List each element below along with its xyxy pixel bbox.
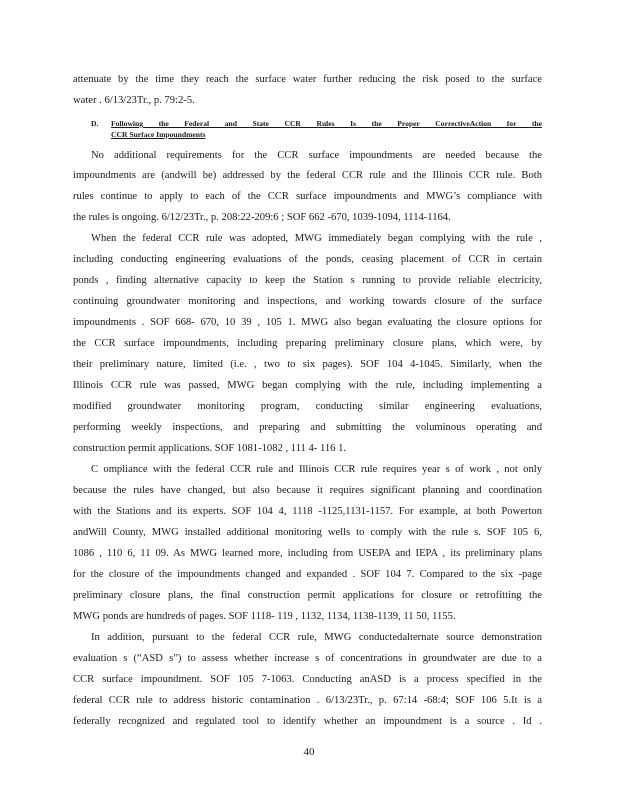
body-text-line: andWill County, MWG installed additional monitoring wells to comply with the rule s. SOF 105 6, bbox=[73, 527, 542, 538]
body-text-line: federal CCR rule to address historic contamination . 6/13/23Tr., p. 67:14 -68:4; SOF 106 5.It is a bbox=[73, 695, 542, 706]
body-text-line: impoundments are (andwill be) addressed by the federal CCR rule and the Illinois CCR rule. Both bbox=[73, 170, 542, 181]
body-text-line: C ompliance with the federal CCR rule and Illinois CCR rule requires year s of work , not only bbox=[91, 464, 542, 475]
body-text-line: because the rules have changed, but also because it requires significant planning and coordination bbox=[73, 485, 542, 496]
body-text-line: Illinois CCR rule was passed, MWG began complying with the rule, including implementing a bbox=[73, 380, 542, 391]
body-text-line: CCR surface impoundment. SOF 105 7-1063. Conducting anASD is a process specified in the bbox=[73, 674, 542, 685]
body-text-line: the CCR surface impoundments, including preparing preliminary closure plans, which were, by bbox=[73, 338, 542, 349]
section-heading-label: D. bbox=[91, 119, 99, 128]
body-text-line: impoundments . SOF 668- 670, 10 39 , 105 1. MWG also began evaluating the closure options for bbox=[73, 317, 542, 328]
section-heading-line: CCR Surface Impoundments bbox=[111, 130, 206, 139]
body-text-line: No additional requirements for the CCR surface impoundments are needed because the bbox=[91, 150, 542, 161]
body-text-line: construction permit applications. SOF 1081-1082 , 111 4- 116 1. bbox=[73, 443, 347, 454]
body-text-line: continuing groundwater monitoring and inspections, and working towards closure of the surface bbox=[73, 296, 542, 307]
body-text-line: for the closure of the impoundments changed and expanded . SOF 104 7. Compared to the six -page bbox=[73, 569, 542, 580]
body-text-line: the rules is ongoing. 6/12/23Tr., p. 208:22-209:6 ; SOF 662 -670, 1039-1094, 1114-1164. bbox=[73, 212, 451, 223]
body-text-line: their preliminary nature, limited (i.e. , two to six pages). SOF 104 4-1045. Similarly, when the bbox=[73, 359, 542, 370]
body-text-line: evaluation s (“ASD s”) to assess whether increase s of concentrations in groundwater are due to a bbox=[73, 653, 542, 664]
body-text-line: with the Stations and its experts. SOF 104 4, 1118 -1125,1131-1157. For example, at both Powerton bbox=[73, 506, 542, 517]
body-text-line: attenuate by the time they reach the surface water further reducing the risk posed to the surface bbox=[73, 74, 542, 85]
body-text-line: federally recognized and regulated tool to identify whether an impoundment is a source . Id . bbox=[73, 716, 542, 727]
body-text-line: MWG ponds are hundreds of pages. SOF 1118- 119 , 1132, 1134, 1138-1139, 11 50, 1155. bbox=[73, 611, 456, 622]
body-text-line: including conducting engineering evaluations of the ponds, ceasing placement of CCR in certain bbox=[73, 254, 542, 265]
body-text-line: performing weekly inspections, and preparing and submitting the voluminous operating and bbox=[73, 422, 542, 433]
page-number: 40 bbox=[303, 746, 315, 758]
section-heading-line: Following the Federal and State CCR Rules Is the Proper CorrectiveAction for the bbox=[111, 119, 542, 128]
body-text-line: In addition, pursuant to the federal CCR rule, MWG conductedalternate source demonstration bbox=[91, 632, 542, 643]
body-text-line: rules continue to apply to each of the CCR surface impoundments and MWG’s compliance with bbox=[73, 191, 542, 202]
body-text-line: preliminary closure plans, the final construction permit applications for closure or retrofitting the bbox=[73, 590, 542, 601]
body-text-line: modified groundwater monitoring program, conducting similar engineering evaluations, bbox=[73, 401, 542, 412]
body-text-line: water . 6/13/23Tr., p. 79:2-5. bbox=[73, 95, 195, 106]
body-text-line: 1086 , 110 6, 11 09. As MWG learned more, including from USEPA and IEPA , its preliminary plans bbox=[73, 548, 542, 559]
body-text-line: ponds , finding alternative capacity to keep the Station s running to provide reliable electricity, bbox=[73, 275, 542, 286]
body-text-line: When the federal CCR rule was adopted, MWG immediately began complying with the rule , bbox=[91, 233, 542, 244]
